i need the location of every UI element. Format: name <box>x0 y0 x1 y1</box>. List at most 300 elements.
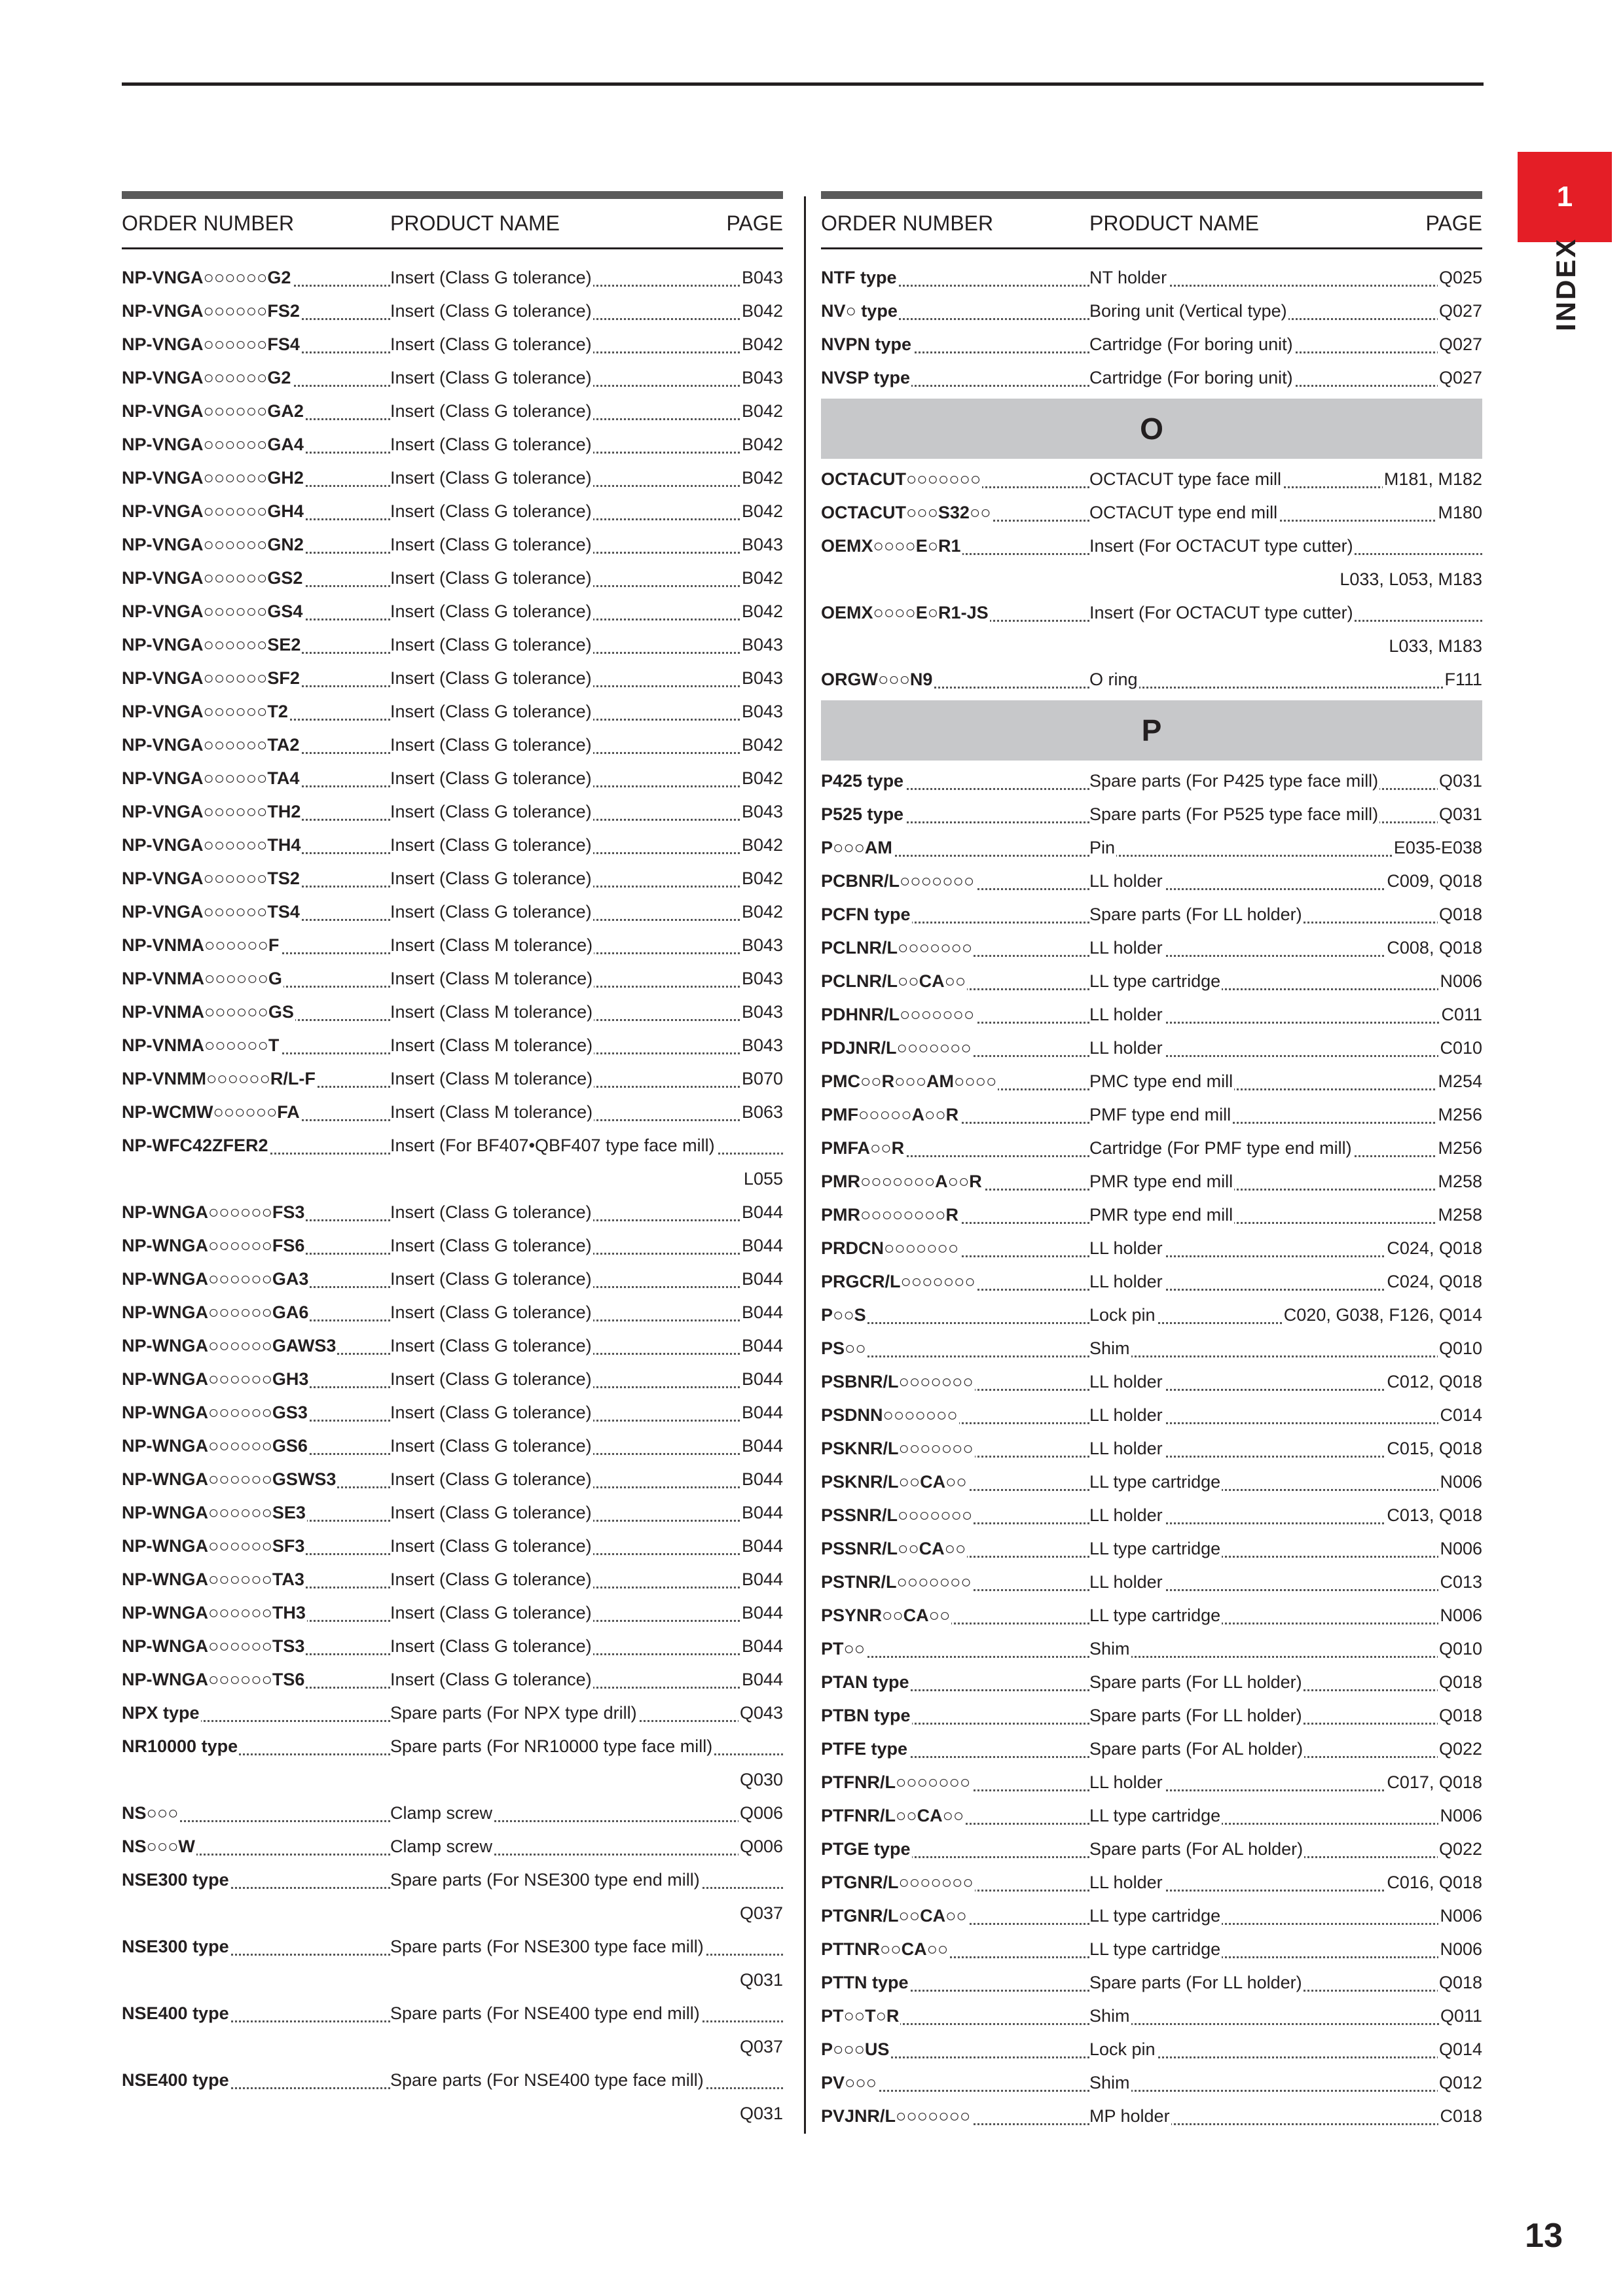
index-row <box>821 1132 1482 1165</box>
order-number: NP-VNMA○○○○○○F <box>122 929 280 962</box>
order-number: NP-VNGA○○○○○○TA4 <box>122 762 301 795</box>
leader-dots <box>821 855 1482 857</box>
product-name: Insert (Class G tolerance) <box>390 428 593 461</box>
page-ref: B042 <box>740 562 783 595</box>
product-name: Insert (Class G tolerance) <box>390 1630 593 1663</box>
page-ref: B043 <box>740 528 783 562</box>
order-number: PTGE type <box>821 1833 912 1866</box>
index-row <box>122 1329 783 1363</box>
order-number: NP-WNGA○○○○○○FS3 <box>122 1196 306 1229</box>
index-row <box>122 562 783 595</box>
page-ref: B044 <box>740 1596 783 1630</box>
left-column <box>122 191 783 2130</box>
index-row <box>122 1596 783 1630</box>
product-name: OCTACUT type face mill <box>1089 463 1283 496</box>
page-ref: B044 <box>740 1463 783 1496</box>
index-row <box>821 463 1482 496</box>
order-number: NP-VNGA○○○○○○TH2 <box>122 795 302 829</box>
order-number: PVJNR/L○○○○○○○ <box>821 2100 972 2133</box>
page-ref: N006 <box>1438 1532 1482 1566</box>
order-number: NP-VNMA○○○○○○T <box>122 1029 280 1062</box>
product-name: Spare parts (For LL holder) <box>1089 1666 1304 1699</box>
product-name: O ring <box>1089 663 1139 696</box>
product-name: Spare parts (For NSE300 type face mill) <box>390 1930 705 1964</box>
index-row <box>122 762 783 795</box>
order-number: NP-WNGA○○○○○○TS3 <box>122 1630 306 1663</box>
order-number: NP-WNGA○○○○○○TS6 <box>122 1663 306 1696</box>
page-ref: B044 <box>740 1663 783 1696</box>
page-ref: C020, G038, F126, Q014 <box>1283 1299 1482 1332</box>
order-number: PRDCN○○○○○○○ <box>821 1232 960 1265</box>
index-row <box>122 628 783 662</box>
index-row <box>122 1396 783 1429</box>
index-row <box>122 528 783 562</box>
page-number: 13 <box>1525 2217 1563 2255</box>
page-ref: C018 <box>1438 2100 1482 2133</box>
header-name: PRODUCT NAME <box>1089 211 1259 235</box>
product-name: LL type cartridge <box>1089 1933 1222 1966</box>
index-row <box>122 662 783 695</box>
order-number: NP-VNGA○○○○○○GH4 <box>122 495 305 528</box>
product-name: Spare parts (For AL holder) <box>1089 1732 1304 1766</box>
page-ref: Q018 <box>1438 1966 1482 2000</box>
index-row <box>122 1964 783 1997</box>
index-row <box>821 1632 1482 1666</box>
index-row <box>122 1630 783 1663</box>
order-number: P425 type <box>821 764 905 798</box>
order-number: NP-VNGA○○○○○○GA2 <box>122 395 305 428</box>
order-number: PTFNR/L○○○○○○○ <box>821 1766 972 1799</box>
product-name: LL type cartridge <box>1089 1532 1222 1566</box>
index-row <box>122 1429 783 1463</box>
order-number: NS○○○ <box>122 1797 179 1830</box>
product-name: Insert (Class G tolerance) <box>390 495 593 528</box>
index-row <box>821 630 1482 663</box>
index-row <box>821 1966 1482 2000</box>
page-ref: Q018 <box>1438 898 1482 931</box>
page-ref: Q025 <box>1438 261 1482 295</box>
product-name: Insert (Class G tolerance) <box>390 1663 593 1696</box>
page-ref: B042 <box>740 862 783 895</box>
order-number: PTTNR○○CA○○ <box>821 1933 949 1966</box>
order-number: NP-VNGA○○○○○○TH4 <box>122 829 302 862</box>
order-number: PMFA○○R <box>821 1132 905 1165</box>
order-number: NP-VNGA○○○○○○GS2 <box>122 562 304 595</box>
order-number: ORGW○○○N9 <box>821 663 934 696</box>
index-row <box>821 1499 1482 1532</box>
index-row <box>122 1229 783 1263</box>
order-number: PS○○ <box>821 1332 867 1365</box>
order-number: PSSNR/L○○CA○○ <box>821 1532 967 1566</box>
order-number: PTAN type <box>821 1666 911 1699</box>
product-name: Insert (Class G tolerance) <box>390 662 593 695</box>
order-number: NP-WNGA○○○○○○GA3 <box>122 1263 310 1296</box>
page-ref: B044 <box>740 1196 783 1229</box>
index-row <box>122 862 783 895</box>
product-name: Insert (For OCTACUT type cutter) <box>1089 529 1355 563</box>
page-ref: B063 <box>740 1096 783 1129</box>
page-ref: Q027 <box>1438 328 1482 361</box>
order-number: NP-WNGA○○○○○○TH3 <box>122 1596 307 1630</box>
index-row <box>821 2100 1482 2133</box>
product-name: Insert (Class G tolerance) <box>390 1329 593 1363</box>
index-row <box>821 831 1482 865</box>
page-ref: B043 <box>740 261 783 295</box>
index-row <box>122 1463 783 1496</box>
product-name: Pin <box>1089 831 1116 865</box>
product-name: LL holder <box>1089 1866 1164 1899</box>
product-name: PMR type end mill <box>1089 1165 1234 1198</box>
product-name: Spare parts (For LL holder) <box>1089 1966 1304 2000</box>
index-row <box>122 1997 783 2030</box>
order-number: PSBNR/L○○○○○○○ <box>821 1365 975 1399</box>
page-ref: B043 <box>740 929 783 962</box>
page-ref: M256 <box>1436 1132 1482 1165</box>
page-ref: M258 <box>1436 1198 1482 1232</box>
page-ref: L055 <box>742 1162 783 1196</box>
order-number: PV○○○ <box>821 2066 878 2100</box>
top-rule <box>122 82 1484 86</box>
order-number: NP-WNGA○○○○○○GS6 <box>122 1429 309 1463</box>
chapter-number: 1 <box>1556 181 1573 213</box>
product-name: Insert (Class G tolerance) <box>390 728 593 762</box>
product-name: LL holder <box>1089 865 1164 898</box>
index-row <box>821 1365 1482 1399</box>
product-name: Insert (Class G tolerance) <box>390 1563 593 1596</box>
page-ref: L033, L053, M183 <box>1338 563 1482 596</box>
index-row <box>122 695 783 728</box>
page-ref: B044 <box>740 1563 783 1596</box>
header-order: ORDER NUMBER <box>821 211 994 235</box>
page-ref: B044 <box>740 1296 783 1329</box>
product-name: Shim <box>1089 1632 1131 1666</box>
index-row <box>122 1029 783 1062</box>
index-row <box>821 865 1482 898</box>
order-number: PTFNR/L○○CA○○ <box>821 1799 965 1833</box>
order-number: NP-VNGA○○○○○○SF2 <box>122 662 301 695</box>
product-name: Insert (Class G tolerance) <box>390 1296 593 1329</box>
order-number: NP-VNMA○○○○○○G <box>122 962 283 996</box>
index-row <box>821 1065 1482 1098</box>
order-number: NSE400 type <box>122 2064 230 2097</box>
right-list <box>821 261 1482 2133</box>
product-name: LL holder <box>1089 1566 1164 1599</box>
page-ref: C009, Q018 <box>1385 865 1482 898</box>
order-number: PSDNN○○○○○○○ <box>821 1399 959 1432</box>
order-number: P525 type <box>821 798 905 831</box>
index-row <box>821 2066 1482 2100</box>
product-name: Insert (Class G tolerance) <box>390 328 593 361</box>
order-number: PMR○○○○○○○○R <box>821 1198 960 1232</box>
page-ref: B044 <box>740 1630 783 1663</box>
product-name: Spare parts (For P525 type face mill) <box>1089 798 1379 831</box>
page-ref: C024, Q018 <box>1385 1232 1482 1265</box>
order-number: NP-VNGA○○○○○○TS2 <box>122 862 301 895</box>
product-name: Spare parts (For NPX type drill) <box>390 1696 638 1730</box>
page-ref: C011 <box>1440 998 1482 1031</box>
order-number: NPX type <box>122 1696 201 1730</box>
page-ref: B044 <box>740 1530 783 1563</box>
product-name: Insert (Class G tolerance) <box>390 695 593 728</box>
order-number: PDHNR/L○○○○○○○ <box>821 998 976 1031</box>
index-row <box>821 2033 1482 2066</box>
index-row <box>122 1363 783 1396</box>
index-row <box>122 1263 783 1296</box>
product-name: MP holder <box>1089 2100 1171 2133</box>
index-row <box>821 1799 1482 1833</box>
index-row <box>821 1833 1482 1866</box>
order-number: P○○○AM <box>821 831 894 865</box>
index-row <box>122 1797 783 1830</box>
index-row <box>122 1096 783 1129</box>
page-ref: M254 <box>1436 1065 1482 1098</box>
order-number: NP-VNMA○○○○○○GS <box>122 996 295 1029</box>
page-ref: Q031 <box>1438 764 1482 798</box>
order-number: NSE300 type <box>122 1863 230 1897</box>
index-row <box>821 1399 1482 1432</box>
page-ref: B042 <box>740 829 783 862</box>
page-ref: B043 <box>740 628 783 662</box>
product-name: OCTACUT type end mill <box>1089 496 1279 529</box>
index-row <box>821 361 1482 395</box>
product-name: Spare parts (For LL holder) <box>1089 1699 1304 1732</box>
product-name: Insert (Class G tolerance) <box>390 1463 593 1496</box>
index-row <box>122 1196 783 1229</box>
page-ref: Q031 <box>739 2097 783 2130</box>
index-row <box>821 1098 1482 1132</box>
order-number: NP-VNGA○○○○○○T2 <box>122 695 289 728</box>
product-name: Spare parts (For NSE400 type end mill) <box>390 1997 701 2030</box>
order-number: NP-WNGA○○○○○○TA3 <box>122 1563 306 1596</box>
index-row <box>821 1432 1482 1465</box>
index-row <box>821 998 1482 1031</box>
product-name: LL holder <box>1089 1399 1164 1432</box>
column-header <box>821 199 1482 249</box>
product-name: Insert (Class G tolerance) <box>390 1396 593 1429</box>
order-number: NP-VNGA○○○○○○TS4 <box>122 895 301 929</box>
index-row <box>821 1232 1482 1265</box>
order-number: NP-WNGA○○○○○○FS6 <box>122 1229 306 1263</box>
page-ref: Q031 <box>739 1964 783 1997</box>
page-ref: B042 <box>740 595 783 628</box>
index-row <box>122 1863 783 1897</box>
order-number: NP-WNGA○○○○○○SF3 <box>122 1530 306 1563</box>
order-number: NP-VNGA○○○○○○SE2 <box>122 628 302 662</box>
page-ref: Q012 <box>1438 2066 1482 2100</box>
order-number: NSE300 type <box>122 1930 230 1964</box>
page-ref: M256 <box>1436 1098 1482 1132</box>
page-ref: C016, Q018 <box>1385 1866 1482 1899</box>
order-number: NP-VNGA○○○○○○GH2 <box>122 461 305 495</box>
product-name: Cartridge (For boring unit) <box>1089 361 1294 395</box>
header-name: PRODUCT NAME <box>390 211 560 235</box>
page-ref: N006 <box>1438 1465 1482 1499</box>
product-name: LL holder <box>1089 1499 1164 1532</box>
page-ref: B042 <box>740 728 783 762</box>
order-number: OEMX○○○○E○R1-JS <box>821 596 990 630</box>
order-number: NTF type <box>821 261 898 295</box>
order-number: PT○○ <box>821 1632 866 1666</box>
product-name: Insert (Class G tolerance) <box>390 895 593 929</box>
order-number: PCFN type <box>821 898 912 931</box>
page-ref: L033, M183 <box>1387 630 1482 663</box>
page-ref: B042 <box>740 328 783 361</box>
order-number: PCBNR/L○○○○○○○ <box>821 865 976 898</box>
page-ref: B042 <box>740 395 783 428</box>
index-row <box>122 2030 783 2064</box>
index-row <box>821 1465 1482 1499</box>
product-name: Spare parts (For NSE400 type face mill) <box>390 2064 705 2097</box>
page-ref: B042 <box>740 428 783 461</box>
page-ref: Q027 <box>1438 361 1482 395</box>
index-row <box>122 1830 783 1863</box>
index-row <box>821 764 1482 798</box>
index-row <box>122 428 783 461</box>
section-header: P <box>821 700 1482 761</box>
page-ref: N006 <box>1438 1599 1482 1632</box>
index-row <box>821 798 1482 831</box>
page-ref: B044 <box>740 1263 783 1296</box>
leader-dots <box>821 1656 1482 1658</box>
index-row <box>122 1730 783 1763</box>
product-name: Shim <box>1089 2000 1131 2033</box>
header-order: ORDER NUMBER <box>122 211 295 235</box>
index-row <box>122 1162 783 1196</box>
index-row <box>122 328 783 361</box>
order-number: OCTACUT○○○S32○○ <box>821 496 993 529</box>
index-row <box>821 261 1482 295</box>
column-header <box>122 199 783 249</box>
product-name: LL type cartridge <box>1089 1599 1222 1632</box>
order-number: PRGCR/L○○○○○○○ <box>821 1265 977 1299</box>
product-name: Spare parts (For NSE300 type end mill) <box>390 1863 701 1897</box>
page-ref: M258 <box>1436 1165 1482 1198</box>
index-row <box>122 728 783 762</box>
order-number: OEMX○○○○E○R1 <box>821 529 962 563</box>
order-number: NVSP type <box>821 361 911 395</box>
product-name: Shim <box>1089 2066 1131 2100</box>
product-name: PMC type end mill <box>1089 1065 1234 1098</box>
product-name: Spare parts (For P425 type face mill) <box>1089 764 1379 798</box>
page-ref: B044 <box>740 1396 783 1429</box>
order-number: PTGNR/L○○CA○○ <box>821 1899 968 1933</box>
order-number: NP-VNGA○○○○○○FS4 <box>122 328 301 361</box>
index-row <box>122 962 783 996</box>
order-number: PTFE type <box>821 1732 909 1766</box>
product-name: Lock pin <box>1089 2033 1157 2066</box>
page-ref: B042 <box>740 461 783 495</box>
product-name: NT holder <box>1089 261 1168 295</box>
page-ref: B070 <box>740 1062 783 1096</box>
product-name: Insert (Class G tolerance) <box>390 1363 593 1396</box>
order-number: OCTACUT○○○○○○○ <box>821 463 982 496</box>
index-row <box>122 495 783 528</box>
page-ref: F111 <box>1443 663 1482 696</box>
page-ref: N006 <box>1438 1799 1482 1833</box>
order-number: PSYNR○○CA○○ <box>821 1599 951 1632</box>
page-ref: B043 <box>740 361 783 395</box>
page-ref: C010 <box>1438 1031 1482 1065</box>
leader-dots <box>821 2090 1482 2092</box>
page-ref: B042 <box>740 762 783 795</box>
page-ref: Q022 <box>1438 1833 1482 1866</box>
index-row <box>122 1763 783 1797</box>
page-ref: C012, Q018 <box>1385 1365 1482 1399</box>
order-number: NP-VNGA○○○○○○GA4 <box>122 428 305 461</box>
product-name: Spare parts (For AL holder) <box>1089 1833 1304 1866</box>
index-row <box>122 395 783 428</box>
index-row <box>122 261 783 295</box>
index-row <box>821 1265 1482 1299</box>
index-row <box>821 1031 1482 1065</box>
page-ref: B042 <box>740 495 783 528</box>
order-number: NSE400 type <box>122 1997 230 2030</box>
header-page: PAGE <box>726 211 783 235</box>
order-number: PSKNR/L○○○○○○○ <box>821 1432 975 1465</box>
index-row <box>821 1299 1482 1332</box>
product-name: Insert (Class G tolerance) <box>390 829 593 862</box>
index-row <box>122 996 783 1029</box>
index-row <box>821 1933 1482 1966</box>
index-row <box>122 295 783 328</box>
order-number: PT○○T○R <box>821 2000 900 2033</box>
product-name: Insert (Class M tolerance) <box>390 929 594 962</box>
order-number: NP-WCMW○○○○○○FA <box>122 1096 301 1129</box>
index-row <box>821 1699 1482 1732</box>
product-name: Insert (Class G tolerance) <box>390 595 593 628</box>
product-name: Cartridge (For PMF type end mill) <box>1089 1132 1353 1165</box>
page-ref: C008, Q018 <box>1385 931 1482 965</box>
order-number: NVPN type <box>821 328 913 361</box>
product-name: LL type cartridge <box>1089 1799 1222 1833</box>
index-row <box>122 2064 783 2097</box>
product-name: Insert (Class G tolerance) <box>390 1429 593 1463</box>
index-row <box>821 596 1482 630</box>
order-number: PDJNR/L○○○○○○○ <box>821 1031 973 1065</box>
index-row <box>821 1866 1482 1899</box>
order-number: P○○○US <box>821 2033 890 2066</box>
index-row <box>821 1198 1482 1232</box>
order-number: NP-VNMM○○○○○○R/L-F <box>122 1062 317 1096</box>
index-row <box>821 1766 1482 1799</box>
page-ref: B044 <box>740 1496 783 1530</box>
index-row <box>821 295 1482 328</box>
index-row <box>821 1666 1482 1699</box>
product-name: Clamp screw <box>390 1830 494 1863</box>
index-row <box>122 1696 783 1730</box>
page-ref: Q037 <box>739 1897 783 1930</box>
index-row <box>122 895 783 929</box>
page-ref: B043 <box>740 662 783 695</box>
page-ref: Q014 <box>1438 2033 1482 2066</box>
order-number: NS○○○W <box>122 1830 196 1863</box>
product-name: Insert (Class G tolerance) <box>390 528 593 562</box>
order-number: PMF○○○○○A○○R <box>821 1098 960 1132</box>
order-number: NP-VNGA○○○○○○GN2 <box>122 528 305 562</box>
order-number: NP-VNGA○○○○○○FS2 <box>122 295 301 328</box>
product-name: LL holder <box>1089 1265 1164 1299</box>
order-number: NV○ type <box>821 295 899 328</box>
index-row <box>821 1165 1482 1198</box>
product-name: Insert (Class G tolerance) <box>390 395 593 428</box>
product-name: Insert (Class G tolerance) <box>390 261 593 295</box>
order-number: P○○S <box>821 1299 867 1332</box>
product-name: Cartridge (For boring unit) <box>1089 328 1294 361</box>
product-name: Insert (Class G tolerance) <box>390 862 593 895</box>
page-ref: C024, Q018 <box>1385 1265 1482 1299</box>
page-ref: Q022 <box>1438 1732 1482 1766</box>
page-ref: B044 <box>740 1363 783 1396</box>
